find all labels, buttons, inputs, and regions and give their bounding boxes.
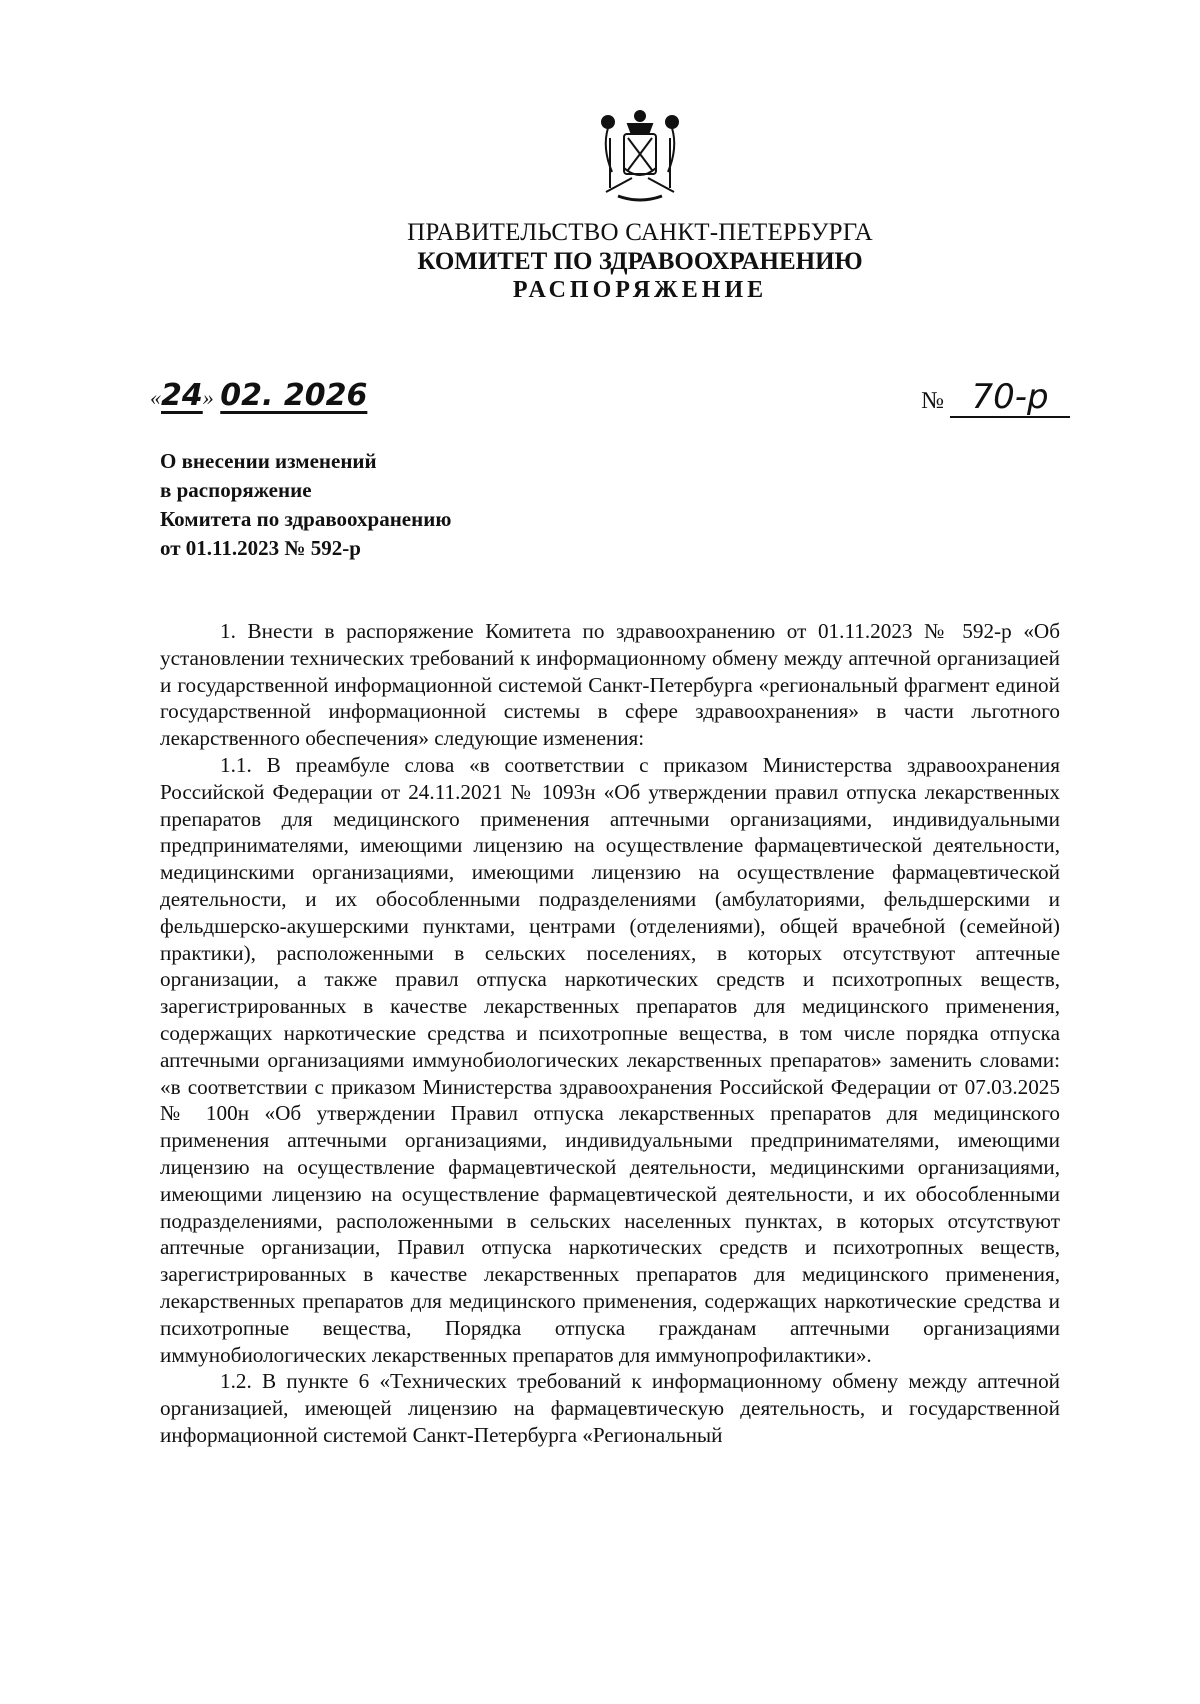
date-quote-open: « <box>150 385 161 410</box>
government-name: ПРАВИТЕЛЬСТВО САНКТ-ПЕТЕРБУРГА <box>407 219 873 246</box>
order-number <box>921 378 1070 418</box>
date-quote-close: » <box>202 385 214 410</box>
order-subject <box>160 447 451 563</box>
order-number-value: 70-р <box>950 378 1070 418</box>
paragraph-1-1: 1.1. В преамбуле слова «в соответствии с приказом Министерства здравоохранения Российской Федерации от 24.11.2021 № 1093н «Об утверждении правил отпуска лекарственных препаратов для медицинского применения аптечными организациями, индивидуальными предпринимателями, имеющими лицензию на осуществление фармацевтической деятельности, медицинскими организациями, имеющими лицензию на осуществление фармацевтической деятельности, и их обособленными подразделениями (амбулаториями, фельдшерскими и фельдшерско-акушерскими пунктами, центрами (отделениями), общей врачебной (семейной) практики), расположенными в сельских поселениях, в которых отсутствуют аптечные организации, а также правил отпуска наркотических средств и психотропных веществ, зарегистрированных в качестве лекарственных препаратов для медицинского применения, содержащих наркотические средства и психотропные вещества, в том числе порядка отпуска аптечными организациями иммунобиологических лекарственных препаратов» заменить словами: «в соответствии с приказом Министерства здравоохранения Российской Федерации от 07.03.2025 № 100н «Об утверждении Правил отпуска лекарственных препаратов для медицинского применения аптечными организациями, индивидуальными предпринимателями, имеющими лицензию на осуществление фармацевтической деятельности, медицинскими организациями, имеющими лицензию на осуществление фармацевтической деятельности, и их обособленными подразделениями, расположенными в сельских населенных пунктах, в которых отсутствуют аптечные организации, Правил отпуска наркотических средств и психотропных веществ, зарегистрированных в качестве лекарственных препаратов для медицинского применения, лекарственных препаратов для медицинского применения, содержащих наркотические средства и психотропные вещества, Порядка отпуска гражданам аптечными организациями иммунобиологических лекарственных препаратов для иммунопрофилактики». <box>160 752 1060 1367</box>
subject-line: от 01.11.2023 № 592-р <box>160 536 361 560</box>
number-label: № <box>921 388 944 414</box>
order-date <box>150 378 367 413</box>
order-date-number-line <box>150 378 1070 438</box>
subject-line: О внесении изменений <box>160 449 377 473</box>
paragraph-1-2: 1.2. В пункте 6 «Технических требований к информационному обмену между аптечной организацией, имеющей лицензию на фармацевтическую деятельность, и государственной информационной системой Санкт-Петербурга «Региональный <box>160 1369 1060 1447</box>
document-body <box>160 618 1060 1449</box>
committee-name: КОМИТЕТ ПО ЗДРАВООХРАНЕНИЮ <box>417 248 863 275</box>
coat-of-arms-emblem <box>598 108 682 204</box>
order-day: 24 <box>161 378 203 413</box>
subject-line: Комитета по здравоохранению <box>160 507 452 531</box>
document-header <box>0 218 1200 305</box>
order-month-year: 02. 2026 <box>220 378 368 413</box>
subject-line: в распоряжение <box>160 478 312 502</box>
paragraph-1: 1. Внести в распоряжение Комитета по здравоохранению от 01.11.2023 № 592-р «Об установлении технических требований к информационному обмену между аптечной организацией и государственной информационной системой Санкт-Петербурга «региональный фрагмент единой государственной информационной системы в сфере здравоохранения» в части льготного лекарственного обеспечения» следующие изменения: <box>160 619 1060 751</box>
document-type: РАСПОРЯЖЕНИЕ <box>512 277 768 303</box>
